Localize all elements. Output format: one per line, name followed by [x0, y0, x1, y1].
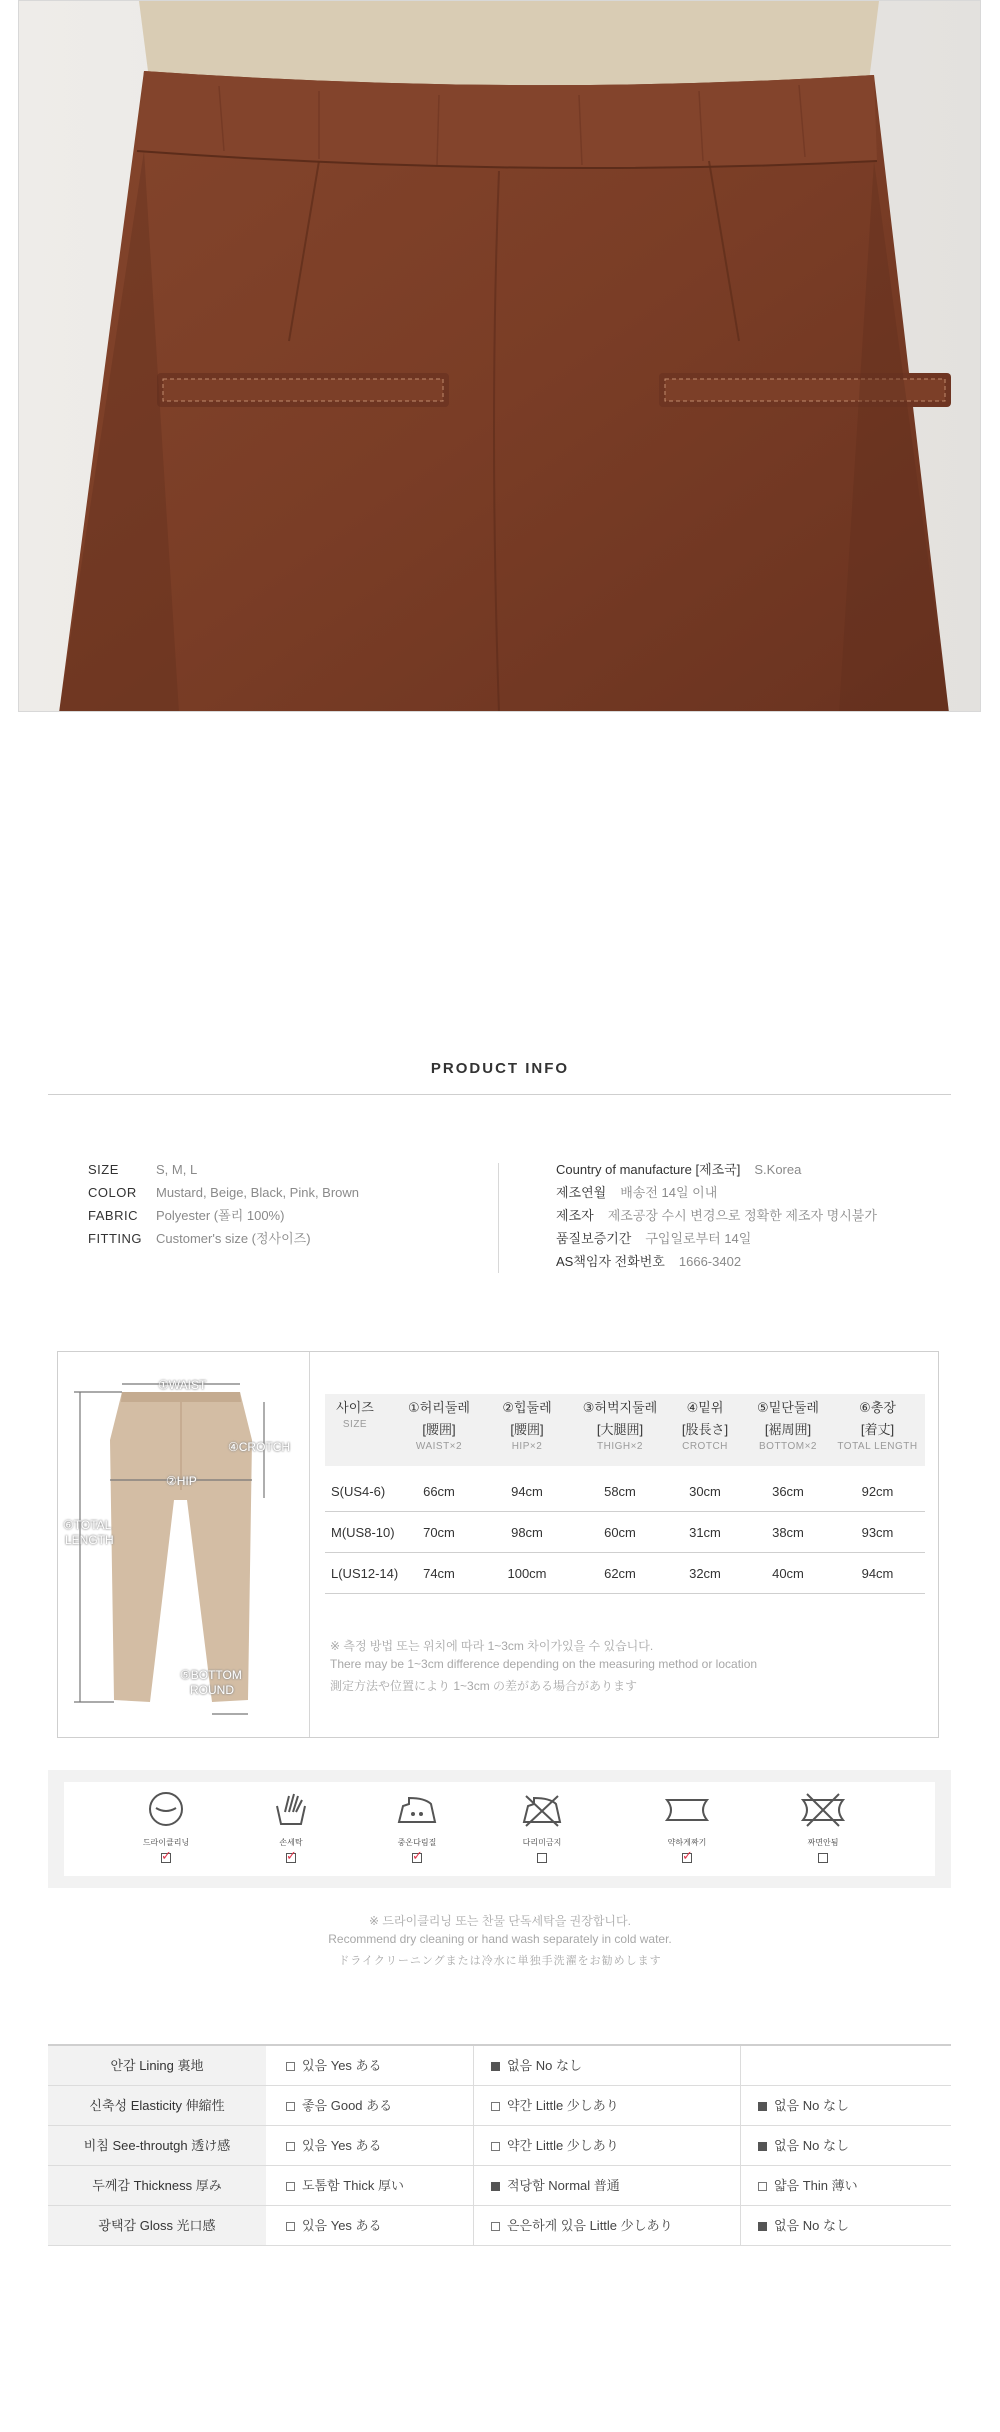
care-item	[763, 1790, 883, 1863]
size-note: ※ 측정 방법 또는 위치에 따라 1~3cm 차이가있을 수 있습니다.	[330, 1639, 654, 1653]
table-cell: 31cm	[689, 1525, 721, 1540]
dry-clean-icon	[144, 1790, 188, 1828]
spec-country	[556, 1162, 801, 1177]
care-item	[357, 1790, 477, 1863]
care-checkbox	[682, 1853, 692, 1863]
care-label: 짜면안됨	[807, 1838, 839, 1847]
care-label: 손세탁	[279, 1838, 303, 1847]
spec-label: 제조자	[556, 1208, 594, 1223]
spec-fitting	[88, 1231, 311, 1246]
spec-value: S, M, L	[156, 1162, 198, 1177]
attr-row-lining	[48, 2046, 951, 2086]
spec-warranty	[556, 1231, 751, 1246]
spec-value: S.Korea	[754, 1162, 802, 1177]
table-cell: 62cm	[604, 1566, 636, 1581]
table-cell: 66cm	[423, 1484, 455, 1499]
col-header-en: SIZE	[342, 1419, 368, 1430]
spec-value: Polyester (폴리 100%)	[156, 1208, 285, 1223]
spec-label: COLOR	[88, 1185, 137, 1200]
table-cell: 40cm	[772, 1566, 804, 1581]
spec-manufacture-date	[556, 1185, 717, 1200]
care-label: 약하게짜기	[667, 1838, 707, 1847]
care-note: ドライクリーニングまたは冷水に単独手洗濯をお勧めします	[338, 1955, 662, 1967]
checkbox	[286, 2222, 295, 2231]
table-cell: 98cm	[511, 1525, 543, 1540]
col-header-ko: ⑥총장	[859, 1400, 896, 1415]
spec-label: SIZE	[88, 1162, 119, 1177]
table-cell: 93cm	[861, 1525, 894, 1540]
checkbox	[491, 2182, 500, 2191]
care-note: Recommend dry cleaning or hand wash separately in cold water.	[328, 1932, 672, 1946]
spec-size	[88, 1162, 197, 1177]
attr-name: 광택감 Gloss 光口感	[48, 2206, 266, 2245]
attr-row-thickness	[48, 2166, 951, 2206]
size-col-hip	[486, 1397, 568, 1452]
size-col-total	[830, 1397, 925, 1452]
no-iron-icon	[520, 1790, 564, 1828]
care-item	[627, 1790, 747, 1863]
checkbox	[286, 2062, 295, 2071]
col-header-en: THIGH×2	[596, 1441, 643, 1452]
size-row-label: S(US4-6)	[331, 1484, 386, 1499]
attr-option: 있음 Yes ある	[286, 2058, 382, 2073]
care-label: 다리미금지	[522, 1838, 562, 1847]
attr-option: 적당함 Normal 普通	[491, 2178, 620, 2193]
spec-label: 제조연월	[556, 1185, 607, 1200]
col-header-jp: [着丈]	[860, 1422, 895, 1437]
checkbox	[491, 2222, 500, 2231]
spec-value: 배송전 14일 이내	[620, 1185, 718, 1200]
col-header-ko: ⑤밑단둘레	[757, 1400, 819, 1415]
col-header-en: WAIST×2	[415, 1441, 463, 1452]
checkbox	[491, 2142, 500, 2151]
size-col-thigh	[570, 1397, 670, 1452]
col-header-ko: ①허리둘레	[408, 1400, 470, 1415]
diagram-total-label: LENGTH	[65, 1533, 114, 1547]
spec-label: FABRIC	[88, 1208, 138, 1223]
row-divider	[325, 1552, 925, 1553]
attr-name: 비침 See-throutgh 透け感	[48, 2126, 266, 2165]
diagram-hip-label: ②HIP	[166, 1474, 197, 1488]
col-header-ko: ④밑위	[686, 1400, 724, 1415]
table-cell: 36cm	[772, 1484, 804, 1499]
checkbox	[758, 2222, 767, 2231]
care-note: ※ 드라이클리닝 또는 찬물 단독세탁을 권장합니다.	[369, 1914, 631, 1928]
spec-color	[88, 1185, 359, 1200]
table-cell: 94cm	[861, 1566, 894, 1581]
checkbox	[286, 2182, 295, 2191]
divider	[309, 1352, 310, 1737]
spec-value: 제조공장 수시 변경으로 정확한 제조자 명시불가	[607, 1208, 877, 1223]
care-checkbox	[161, 1853, 171, 1863]
iron-medium-icon	[395, 1790, 439, 1828]
attr-name: 두께감 Thickness 厚み	[48, 2166, 266, 2205]
col-header-en: BOTTOM×2	[759, 1441, 817, 1452]
attr-option: 약간 Little 少しあり	[491, 2138, 619, 2153]
col-header-jp: [腰囲]	[510, 1422, 544, 1437]
care-label: 중온다림질	[397, 1838, 437, 1847]
col-header-ko: 사이즈	[336, 1400, 374, 1415]
hand-wash-icon	[269, 1790, 313, 1828]
care-item	[106, 1790, 226, 1863]
diagram-total-label: ⑥TOTAL	[63, 1518, 112, 1532]
size-col-bottom	[745, 1397, 831, 1452]
attr-row-elasticity	[48, 2086, 951, 2126]
table-cell: 100cm	[507, 1566, 547, 1581]
spec-label: 품질보증기간	[556, 1231, 632, 1246]
attr-name: 신축성 Elasticity 伸縮性	[48, 2086, 266, 2125]
col-header-en: TOTAL LENGTH	[837, 1441, 918, 1452]
col-header-en: HIP×2	[511, 1441, 543, 1452]
table-cell: 58cm	[604, 1484, 636, 1499]
product-info-title: PRODUCT INFO	[430, 1060, 570, 1077]
divider	[48, 1094, 951, 1095]
care-checkbox	[286, 1853, 296, 1863]
attr-option: 없음 No なし	[758, 2098, 849, 2113]
col-header-jp: [腰囲]	[422, 1422, 456, 1437]
col-header-jp: [股長さ]	[681, 1422, 729, 1437]
spec-as-phone	[556, 1254, 741, 1269]
size-col-size	[325, 1397, 385, 1430]
attr-option: 있음 Yes ある	[286, 2218, 382, 2233]
spec-fabric	[88, 1208, 284, 1223]
size-note: 測定方法や位置により 1~3cm の差がある場合があります	[330, 1679, 638, 1693]
attr-option: 없음 No なし	[491, 2058, 582, 2073]
size-row-label: M(US8-10)	[331, 1525, 395, 1540]
spec-value: 구입일로부터 14일	[645, 1231, 752, 1246]
table-cell: 74cm	[423, 1566, 455, 1581]
row-divider	[325, 1511, 925, 1512]
attr-option: 없음 No なし	[758, 2218, 849, 2233]
table-cell: 30cm	[689, 1484, 721, 1499]
spec-manufacturer	[556, 1208, 877, 1223]
col-header-en: CROTCH	[682, 1441, 728, 1452]
attr-name: 안감 Lining 裏地	[48, 2046, 266, 2085]
diagram-bottom-label: ⑤BOTTOM	[180, 1668, 242, 1682]
col-header-ko: ②힙둘레	[502, 1400, 552, 1415]
size-row-label: L(US12-14)	[331, 1566, 399, 1581]
spec-value: Mustard, Beige, Black, Pink, Brown	[156, 1185, 360, 1200]
size-col-waist	[394, 1397, 484, 1452]
attr-row-gloss	[48, 2206, 951, 2246]
wring-gently-icon	[665, 1790, 709, 1828]
no-wring-icon	[801, 1790, 845, 1828]
care-checkbox	[412, 1853, 422, 1863]
checkbox	[491, 2102, 500, 2111]
attr-option: 은은하게 있음 Little 少しあり	[491, 2218, 673, 2233]
table-cell: 70cm	[423, 1525, 455, 1540]
attr-option: 얇음 Thin 薄い	[758, 2178, 858, 2193]
diagram-waist-label: ①WAIST	[158, 1378, 207, 1392]
attr-option: 있음 Yes ある	[286, 2138, 382, 2153]
care-checkbox	[818, 1853, 828, 1863]
attr-option: 없음 No なし	[758, 2138, 849, 2153]
col-header-jp: [裾周囲]	[764, 1422, 812, 1437]
checkbox	[758, 2102, 767, 2111]
diagram-crotch-label: ④CROTCH	[228, 1440, 291, 1454]
checkbox	[491, 2062, 500, 2071]
col-header-jp: [大腿囲]	[596, 1422, 644, 1437]
spec-label: Country of manufacture [제조국]	[556, 1162, 741, 1177]
attr-option: 약간 Little 少しあり	[491, 2098, 619, 2113]
care-checkbox	[537, 1853, 547, 1863]
attr-row-see-through	[48, 2126, 951, 2166]
table-cell: 92cm	[861, 1484, 894, 1499]
size-note: There may be 1~3cm difference depending on the measuring method or location	[330, 1657, 758, 1671]
attr-option: 도톰함 Thick 厚い	[286, 2178, 404, 2193]
diagram-bottom-label: ROUND	[190, 1683, 234, 1697]
row-divider	[325, 1593, 925, 1594]
spec-label: AS책임자 전화번호	[556, 1254, 665, 1269]
table-cell: 60cm	[604, 1525, 636, 1540]
checkbox	[286, 2102, 295, 2111]
checkbox	[758, 2182, 767, 2191]
table-cell: 94cm	[511, 1484, 543, 1499]
spec-value: 1666-3402	[678, 1254, 742, 1269]
col-header-ko: ③허벅지둘레	[582, 1400, 658, 1415]
divider	[498, 1163, 499, 1273]
table-cell: 32cm	[689, 1566, 721, 1581]
spec-value: Customer's size (정사이즈)	[156, 1231, 311, 1246]
care-label: 드라이클리닝	[142, 1838, 190, 1847]
spec-label: FITTING	[88, 1231, 143, 1246]
table-cell: 38cm	[772, 1525, 804, 1540]
care-item	[231, 1790, 351, 1863]
attr-option: 좋음 Good ある	[286, 2098, 392, 2113]
checkbox	[758, 2142, 767, 2151]
checkbox	[286, 2142, 295, 2151]
care-item	[482, 1790, 602, 1863]
product-photo	[18, 0, 981, 712]
size-col-crotch	[670, 1397, 740, 1452]
